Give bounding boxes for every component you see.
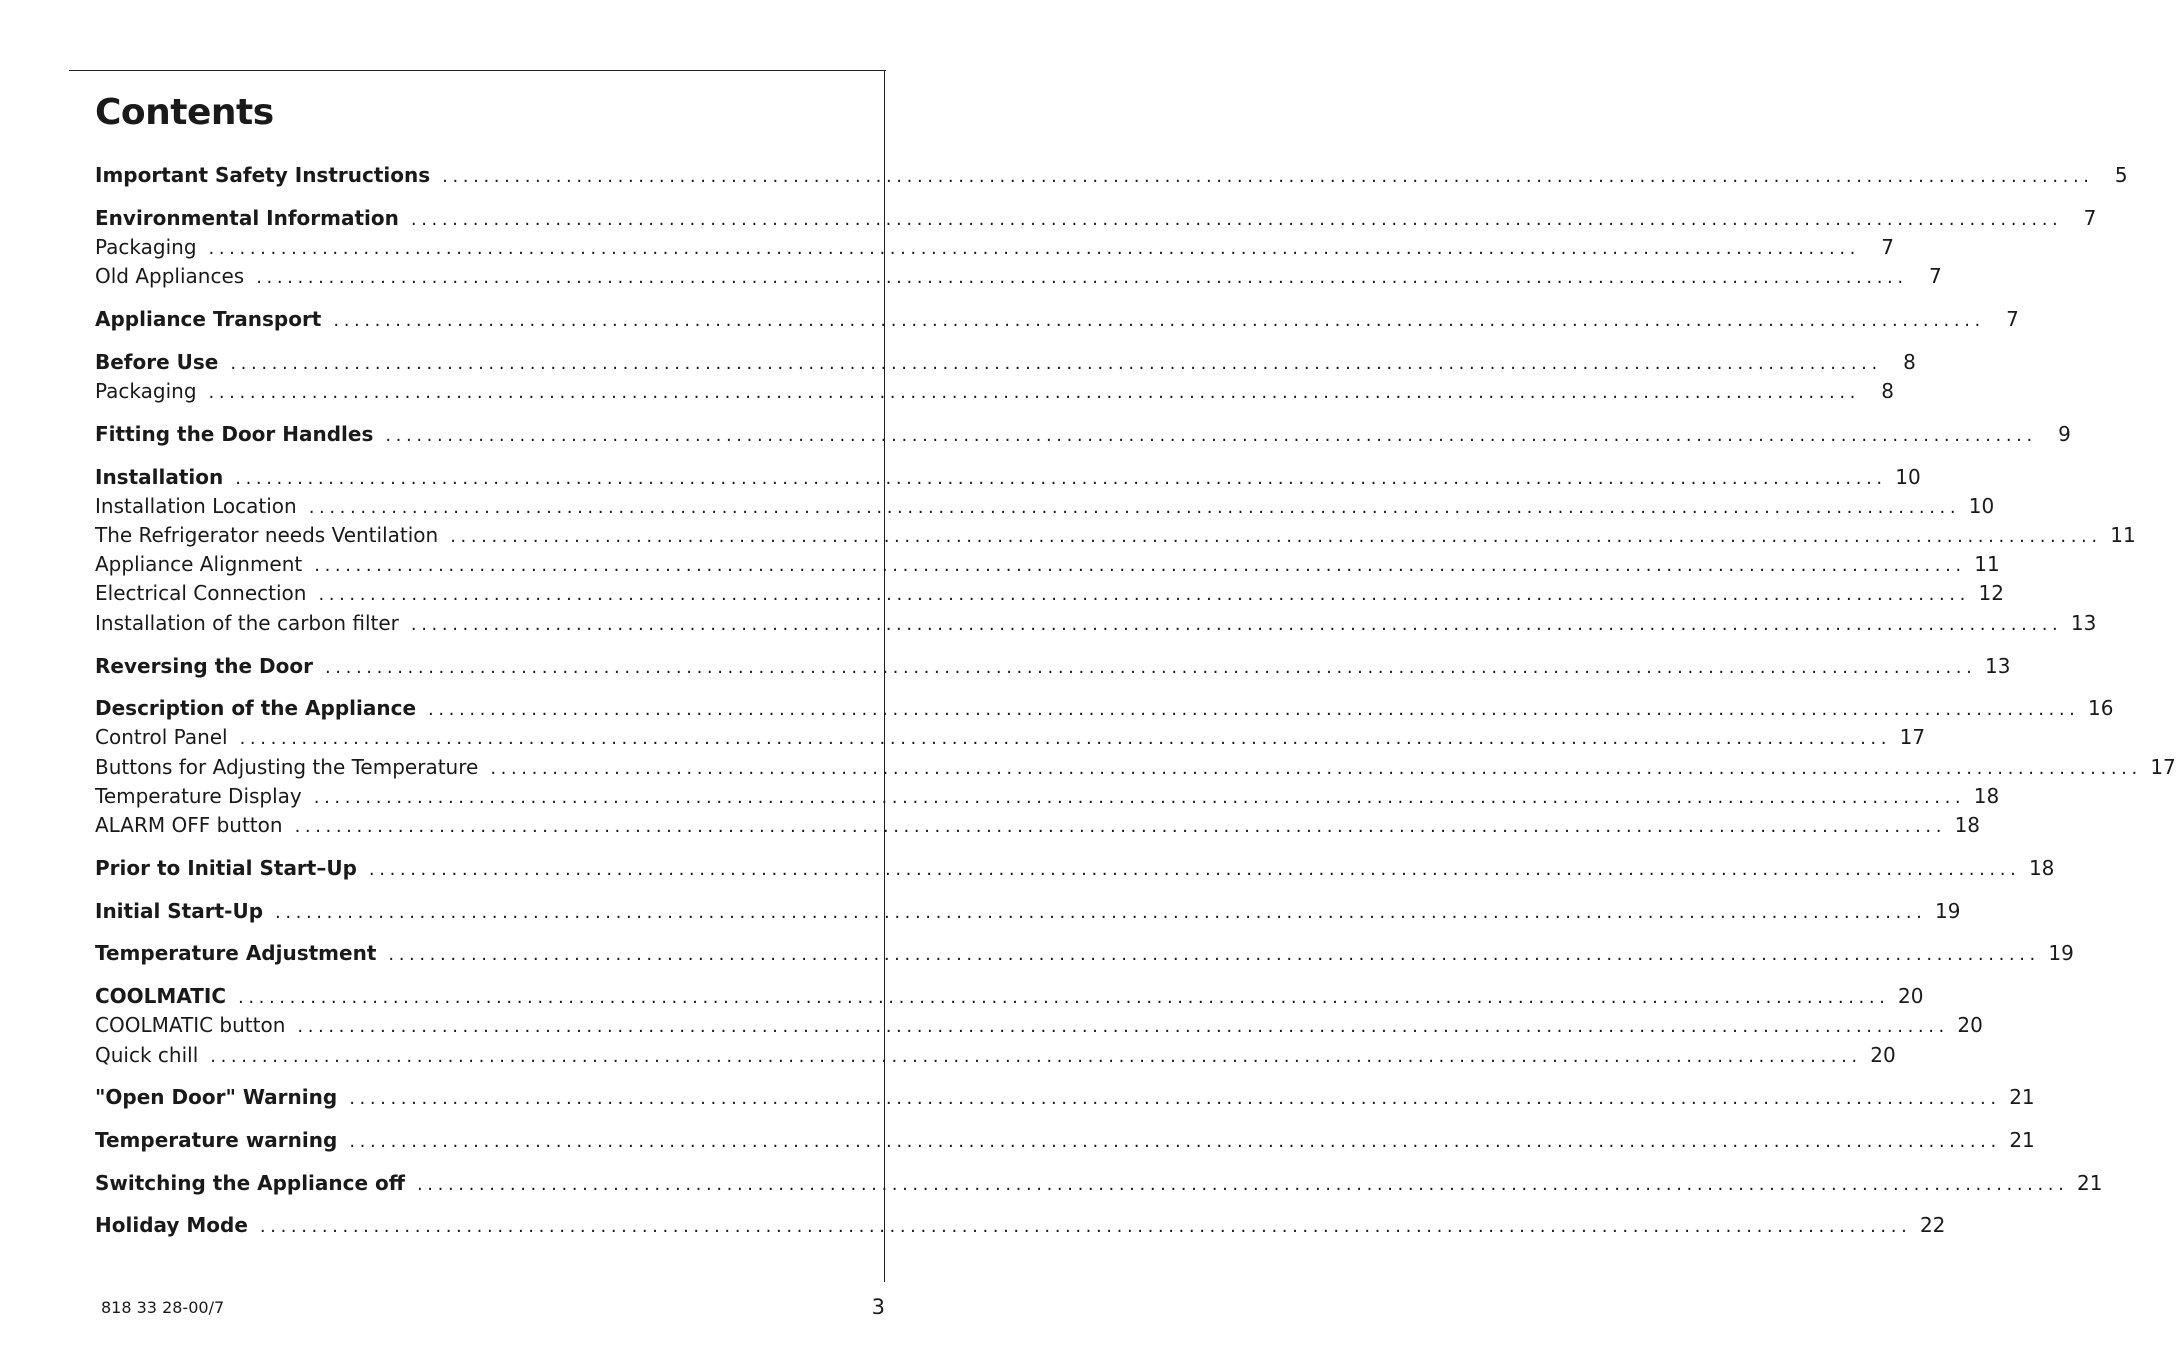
toc-entry-page: 10 xyxy=(1968,494,1995,518)
toc-entry xyxy=(95,161,2128,189)
toc-entry xyxy=(95,492,1995,520)
dot-leader: ................................................................................................................................................................ xyxy=(388,944,2040,965)
toc-entry-page: 20 xyxy=(1870,1043,1896,1067)
toc-entry-label: Temperature warning xyxy=(95,1128,338,1152)
toc-entry xyxy=(95,348,1916,376)
toc-entry xyxy=(95,753,2176,781)
toc-entry xyxy=(95,521,2136,549)
toc-entry-page: 17 xyxy=(1899,725,1926,749)
dot-leader: ................................................................................................................................................................ xyxy=(294,816,1947,837)
toc-entry-page: 7 xyxy=(2006,307,2019,331)
toc-entry-label: Important Safety Instructions xyxy=(95,163,431,187)
toc-entry-page: 17 xyxy=(2150,755,2176,779)
toc-entry xyxy=(95,1126,2035,1154)
toc-entry xyxy=(95,579,2004,607)
toc-entry-page: 10 xyxy=(1895,465,1921,489)
toc-entry-label: Temperature Adjustment xyxy=(95,941,377,965)
dot-leader: ................................................................................................................................................................ xyxy=(259,1216,1912,1237)
toc-entry xyxy=(95,1083,2035,1111)
dot-leader: ................................................................................................................................................................ xyxy=(385,425,2037,446)
toc-entry-page: 21 xyxy=(2077,1171,2103,1195)
toc-entry-label: Initial Start-Up xyxy=(95,899,264,923)
toc-entry-page: 5 xyxy=(2114,163,2128,187)
toc-entry xyxy=(95,609,2097,637)
toc-entry-page: 18 xyxy=(1954,813,1981,837)
toc-entry xyxy=(95,463,1921,491)
toc-entry-label: Old Appliances xyxy=(95,264,245,288)
dot-leader: ................................................................................................................................................................ xyxy=(235,468,1887,489)
toc-entry-label: Buttons for Adjusting the Temperature xyxy=(95,755,479,779)
toc-entry-label: Before Use xyxy=(95,350,219,374)
toc-entry-label: Quick chill xyxy=(95,1043,199,1067)
toc-entry xyxy=(95,939,2074,967)
toc-entry xyxy=(95,723,1926,751)
toc-entry xyxy=(95,377,1894,405)
top-rule xyxy=(69,70,886,71)
dot-leader: ................................................................................................................................................................ xyxy=(416,1174,2069,1195)
toc-entry-label: COOLMATIC button xyxy=(95,1013,286,1037)
dot-leader: ................................................................................................................................................................ xyxy=(313,787,1966,808)
toc-entry-page: 18 xyxy=(1973,784,2000,808)
toc-entry xyxy=(95,233,1894,261)
toc-entry-page: 8 xyxy=(1881,379,1894,403)
toc-entry-label: Control Panel xyxy=(95,725,228,749)
toc-entry-label: Fitting the Door Handles xyxy=(95,422,374,446)
dot-leader: ................................................................................................................................................................ xyxy=(297,1016,1949,1037)
dot-leader: ................................................................................................................................................................ xyxy=(410,209,2063,230)
dot-leader: ................................................................................................................................................................ xyxy=(410,614,2063,635)
dot-leader: ................................................................................................................................................................ xyxy=(442,166,2094,187)
toc-entry-label: Installation of the carbon filter xyxy=(95,611,399,635)
toc-entry-label: Description of the Appliance xyxy=(95,696,417,720)
toc-entry-label: Prior to Initial Start–Up xyxy=(95,856,357,880)
dot-leader: ................................................................................................................................................................ xyxy=(349,1088,2001,1109)
toc-entry xyxy=(95,982,1924,1010)
toc-entry-label: The Refrigerator needs Ventilation xyxy=(95,523,439,547)
dot-leader: ................................................................................................................................................................ xyxy=(450,526,2102,547)
toc-entry-label: "Open Door" Warning xyxy=(95,1085,338,1109)
toc-entry-page: 19 xyxy=(1935,899,1961,923)
toc-entry-page: 16 xyxy=(2088,696,2114,720)
dot-leader: ................................................................................................................................................................ xyxy=(308,497,1961,518)
page-title: Contents xyxy=(95,92,274,133)
dot-leader: ................................................................................................................................................................ xyxy=(238,987,1890,1008)
dot-leader: ................................................................................................................................................................ xyxy=(275,902,1927,923)
toc-entry-page: 21 xyxy=(2009,1085,2035,1109)
toc-entry-label: Electrical Connection xyxy=(95,581,307,605)
toc-entry xyxy=(95,897,1961,925)
dot-leader: ................................................................................................................................................................ xyxy=(318,584,1970,605)
toc-entry-page: 22 xyxy=(1919,1213,1946,1237)
toc-entry-page: 21 xyxy=(2009,1128,2035,1152)
toc-entry-label: Switching the Appliance off xyxy=(95,1171,405,1195)
toc-entry-label: ALARM OFF button xyxy=(95,813,283,837)
toc-entry-label: Appliance Transport xyxy=(95,307,322,331)
dot-leader: ................................................................................................................................................................ xyxy=(368,859,2021,880)
toc-entry xyxy=(95,1041,1896,1069)
dot-leader: ................................................................................................................................................................ xyxy=(230,353,1882,374)
toc-entry xyxy=(95,782,2000,810)
toc-entry-page: 19 xyxy=(2048,941,2074,965)
toc-entry-page: 12 xyxy=(1978,581,2004,605)
dot-leader: ................................................................................................................................................................ xyxy=(210,1046,1862,1067)
toc-entry xyxy=(95,694,2114,722)
toc-entry-page: 8 xyxy=(1903,350,1916,374)
toc-entry-page: 18 xyxy=(2028,856,2055,880)
toc-entry-page: 13 xyxy=(1985,654,2011,678)
toc-entry xyxy=(95,305,2019,333)
toc-entry xyxy=(95,854,2055,882)
toc-entry-page: 7 xyxy=(2083,206,2097,230)
toc-entry xyxy=(95,1011,1983,1039)
toc-entry-page: 20 xyxy=(1957,1013,1983,1037)
dot-leader: ................................................................................................................................................................ xyxy=(314,555,1966,576)
toc-entry xyxy=(95,652,2011,680)
document-code: 818 33 28-00/7 xyxy=(101,1298,225,1317)
toc-entry-label: Packaging xyxy=(95,379,197,403)
toc-entry xyxy=(95,204,2097,232)
dot-leader: ................................................................................................................................................................ xyxy=(428,699,2080,720)
page-number: 3 xyxy=(871,1295,885,1319)
dot-leader: ................................................................................................................................................................ xyxy=(239,728,1892,749)
dot-leader: ................................................................................................................................................................ xyxy=(208,382,1860,403)
toc-entry-page: 7 xyxy=(1928,264,1942,288)
toc-entry-label: COOLMATIC xyxy=(95,984,227,1008)
toc-entry-page: 20 xyxy=(1898,984,1924,1008)
toc-entry xyxy=(95,811,1981,839)
toc-entry-label: Reversing the Door xyxy=(95,654,313,678)
toc-entry-page: 13 xyxy=(2070,611,2097,635)
toc-entry-label: Installation xyxy=(95,465,224,489)
toc-entry xyxy=(95,420,2071,448)
toc-entry-label: Packaging xyxy=(95,235,197,259)
dot-leader: ................................................................................................................................................................ xyxy=(333,310,1985,331)
toc-entry-label: Environmental Information xyxy=(95,206,399,230)
toc-entry-label: Appliance Alignment xyxy=(95,552,303,576)
dot-leader: ................................................................................................................................................................ xyxy=(490,758,2142,779)
dot-leader: ................................................................................................................................................................ xyxy=(349,1131,2001,1152)
toc-entry xyxy=(95,262,1942,290)
toc-entry-label: Holiday Mode xyxy=(95,1213,248,1237)
toc-entry-page: 11 xyxy=(1974,552,2000,576)
toc-entry xyxy=(95,550,2000,578)
dot-leader: ................................................................................................................................................................ xyxy=(324,657,1977,678)
toc-entry xyxy=(95,1211,1946,1239)
toc-entry-page: 9 xyxy=(2058,422,2071,446)
toc-entry-page: 11 xyxy=(2110,523,2136,547)
toc-entry-page: 7 xyxy=(1881,235,1894,259)
toc-entry-label: Installation Location xyxy=(95,494,297,518)
toc-entry xyxy=(95,1169,2103,1197)
toc-entry-label: Temperature Display xyxy=(95,784,302,808)
dot-leader: ................................................................................................................................................................ xyxy=(208,238,1860,259)
dot-leader: ................................................................................................................................................................ xyxy=(256,267,1908,288)
